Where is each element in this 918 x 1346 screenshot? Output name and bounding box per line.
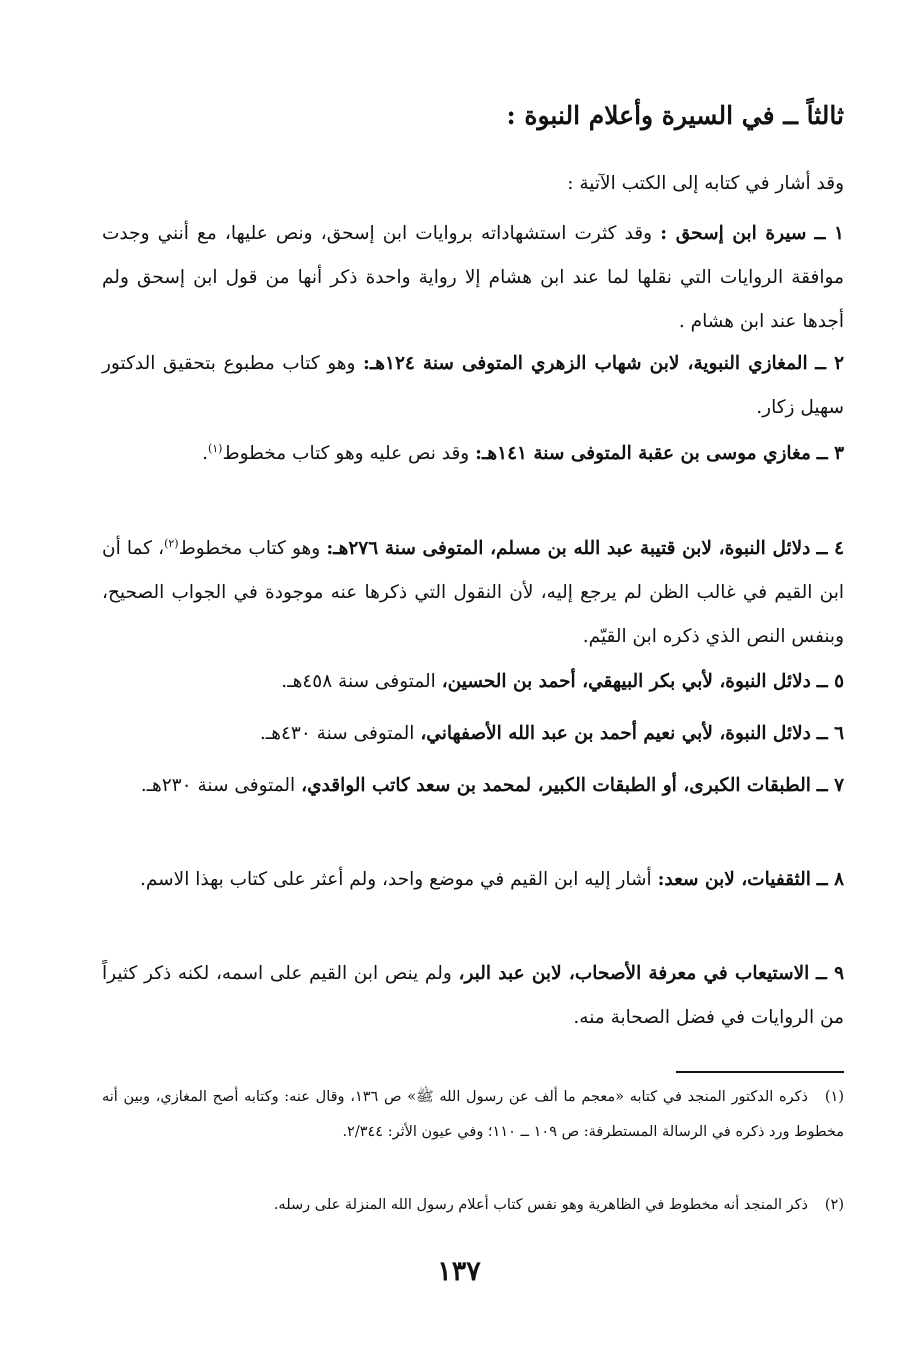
footnote-2 — [102, 1188, 844, 1223]
list-item-6 — [102, 712, 844, 756]
item-number: ١ ــ — [814, 223, 844, 244]
item-text: المتوفى سنة ٤٥٨هـ. — [281, 671, 436, 692]
item-text: وقد نص عليه وهو كتاب مخطوط — [222, 443, 470, 464]
item-text: المتوفى سنة ٤٣٠هـ. — [259, 723, 415, 744]
item-number: ٦ ــ — [816, 723, 844, 744]
footnote-reference[interactable]: (٢) — [164, 536, 179, 550]
list-item-9 — [102, 952, 844, 1040]
item-text: وهو كتاب مخطوط — [178, 538, 321, 559]
item-title: الاستيعاب في معرفة الأصحاب، لابن عبد البر، — [458, 963, 810, 984]
item-text-after: ، كما أن ابن القيم في غالب الظن لم يرجع إليه، لأن النقول التي ذكرها عنه موجودة في الجواب الصحيح، وبنفس النص الذي ذكره ابن القيّم. — [102, 538, 844, 647]
item-number: ٣ ــ — [816, 443, 844, 464]
list-item-2 — [102, 342, 844, 430]
item-text: وهو كتاب مطبوع بتحقيق الدكتور سهيل زكار. — [102, 353, 844, 418]
item-text: وقد كثرت استشهاداته بروايات ابن إسحق، ونص عليها، مع أنني وجدت موافقة الروايات التي نقلها لما عند ابن هشام إلا رواية واحدة ذكر أنها من قول ابن إسحق ولم أجدها عند ابن هشام . — [102, 223, 844, 332]
page-number: ١٣٧ — [437, 1256, 481, 1287]
item-title: سيرة ابن إسحق : — [660, 223, 807, 244]
list-item-7 — [102, 764, 844, 808]
item-number: ٥ ــ — [816, 671, 844, 692]
item-number: ٨ ــ — [816, 869, 844, 890]
item-title: دلائل النبوة، لابن قتيبة عبد الله بن مسلم، المتوفى سنة ٢٧٦هـ: — [326, 538, 811, 559]
list-item-1 — [102, 212, 844, 344]
item-title: دلائل النبوة، لأبي بكر البيهقي، أحمد بن الحسين، — [441, 671, 811, 692]
item-text: ولم ينص ابن القيم على اسمه، لكنه ذكر كثيراً من الروايات في فضل الصحابة منه. — [102, 963, 844, 1028]
item-number: ٢ ــ — [815, 353, 844, 374]
footnote-text: ذكره الدكتور المنجد في كتابه «معجم ما ألف عن رسول الله ﷺ» ص ١٣٦، وقال عنه: وكتابه أصح المغازي، وبين أنه مخطوط ورد ذكره في الرسالة المستطرفة: ص ١٠٩ ــ ١١٠؛ وفي عيون الأثر: ٢/٣٤٤. — [102, 1089, 844, 1140]
item-title: الطبقات الكبرى، أو الطبقات الكبير، لمحمد بن سعد كاتب الواقدي، — [301, 775, 811, 796]
footnote-number: (٢) — [824, 1197, 844, 1213]
footnote-1 — [102, 1080, 844, 1150]
footnote-divider — [676, 1071, 844, 1073]
item-number: ٤ ــ — [816, 538, 845, 559]
item-title: دلائل النبوة، لأبي نعيم أحمد بن عبد الله الأصفهاني، — [420, 723, 811, 744]
item-text: أشار إليه ابن القيم في موضع واحد، ولم أعثر على كتاب بهذا الاسم. — [139, 869, 652, 890]
footnote-number: (١) — [824, 1089, 844, 1105]
item-title: الثقفيات، لابن سعد: — [657, 869, 811, 890]
list-item-5 — [102, 660, 844, 704]
item-number: ٧ ــ — [816, 775, 844, 796]
item-title: المغازي النبوية، لابن شهاب الزهري المتوفى سنة ١٢٤هـ: — [363, 353, 808, 374]
item-number: ٩ ــ — [816, 963, 845, 984]
list-item-3 — [102, 432, 844, 476]
list-item-4 — [102, 527, 844, 659]
item-text-after: . — [202, 443, 208, 464]
footnote-reference[interactable]: (١) — [207, 441, 223, 455]
item-title: مغازي موسى بن عقبة المتوفى سنة ١٤١هـ: — [475, 443, 811, 464]
list-item-8 — [102, 858, 844, 902]
intro-paragraph: وقد أشار في كتابه إلى الكتب الآتية : — [567, 173, 844, 194]
footnote-text: ذكر المنجد أنه مخطوط في الظاهرية وهو نفس كتاب أعلام رسول الله المنزلة على رسله. — [273, 1197, 808, 1213]
section-heading: ثالثاً ــ في السيرة وأعلام النبوة : — [506, 101, 844, 130]
item-text: المتوفى سنة ٢٣٠هـ. — [140, 775, 296, 796]
